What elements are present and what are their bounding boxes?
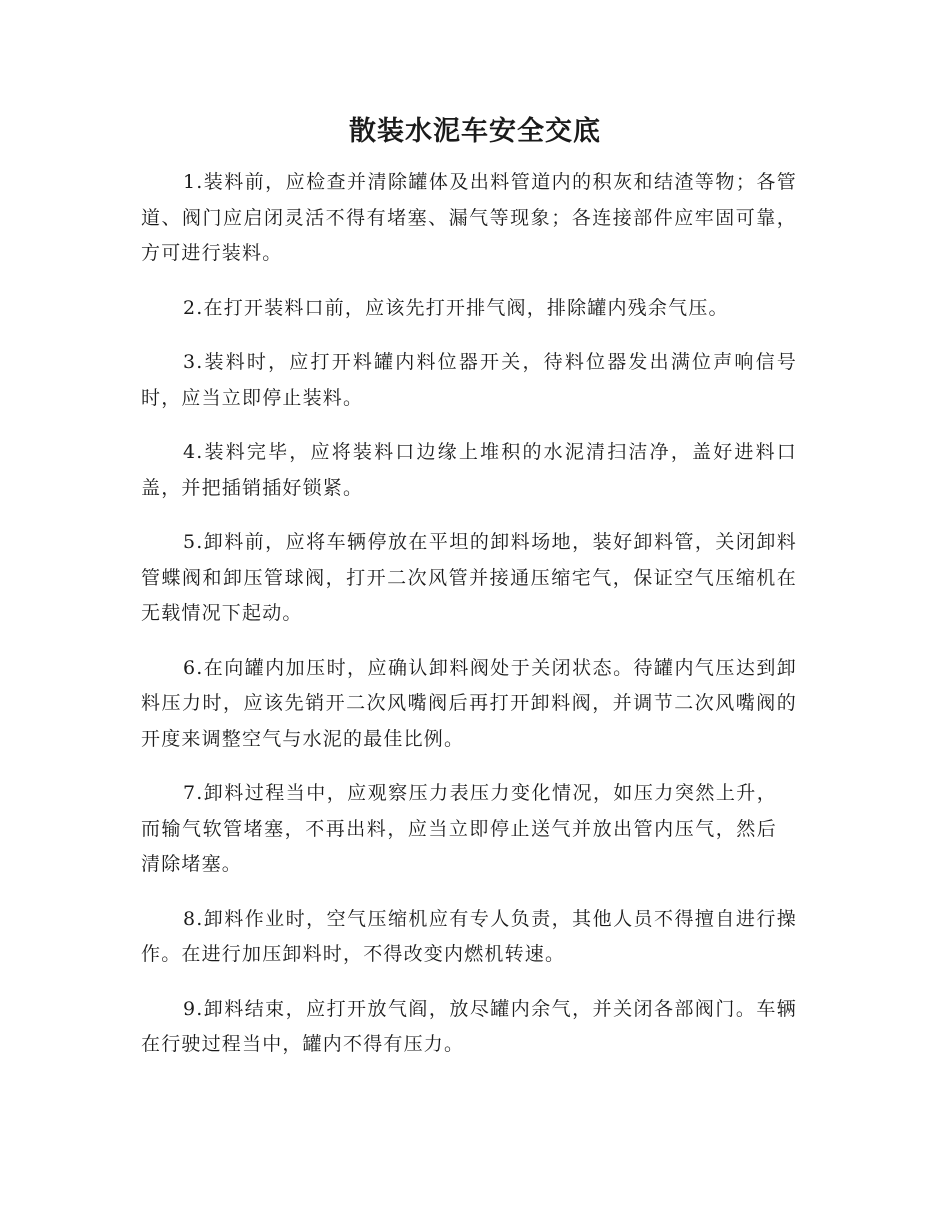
- paragraph-9: 9.卸料结束，应打开放气阎，放尽罐内余气，并关闭各部阀门。车辆在行驶过程当中，罐内不得有压力。: [141, 997, 797, 1055]
- paragraph-7: 7.卸料过程当中，应观察压力表压力变化情况，如压力突然上升，而输气软管堵塞，不再出料，应当立即停止送气并放出管内压气，然后清除堵塞。: [141, 782, 777, 875]
- paragraph-3: 3.装料时，应打开料罐内料位器开关，待料位器发出满位声响信号时，应当立即停止装料。: [141, 351, 797, 409]
- document-title: 散装水泥车安全交底: [349, 116, 601, 147]
- paragraph-2: 2.在打开装料口前，应该先打开排气阀，排除罐内残余气压。: [183, 296, 729, 319]
- paragraph-5: 5.卸料前，应将车辆停放在平坦的卸料场地，装好卸料管，关闭卸料管蝶阀和卸压管球阀，打开二次风管并接通压缩宅气，保证空气压缩机在无载情况下起动。: [141, 531, 797, 624]
- document-body: [141, 165, 797, 1082]
- paragraph-6: 6.在向罐内加压时，应确认卸料阀处于关闭状态。待罐内气压达到卸料压力时，应该先销开二次风嘴阀后再打开卸料阀，并调节二次风嘴阀的开度来调整空气与水泥的最佳比例。: [141, 656, 797, 750]
- paragraph-8: 8.卸料作业时，空气压缩机应有专人负责，其他人员不得擅自进行操作。在进行加压卸料时，不得改变内燃机转速。: [141, 907, 797, 965]
- paragraph-4: 4.装料完毕，应将装料口边缘上堆积的水泥清扫洁净，盖好进料口盖，并把插销插好锁紧。: [141, 441, 797, 499]
- paragraph-1: 1.装料前，应检查并清除罐体及出料管道内的积灰和结渣等物；各管道、阀门应启闭灵活不得有堵塞、漏气等现象；各连接部件应牢固可靠，方可进行装料。: [141, 171, 797, 264]
